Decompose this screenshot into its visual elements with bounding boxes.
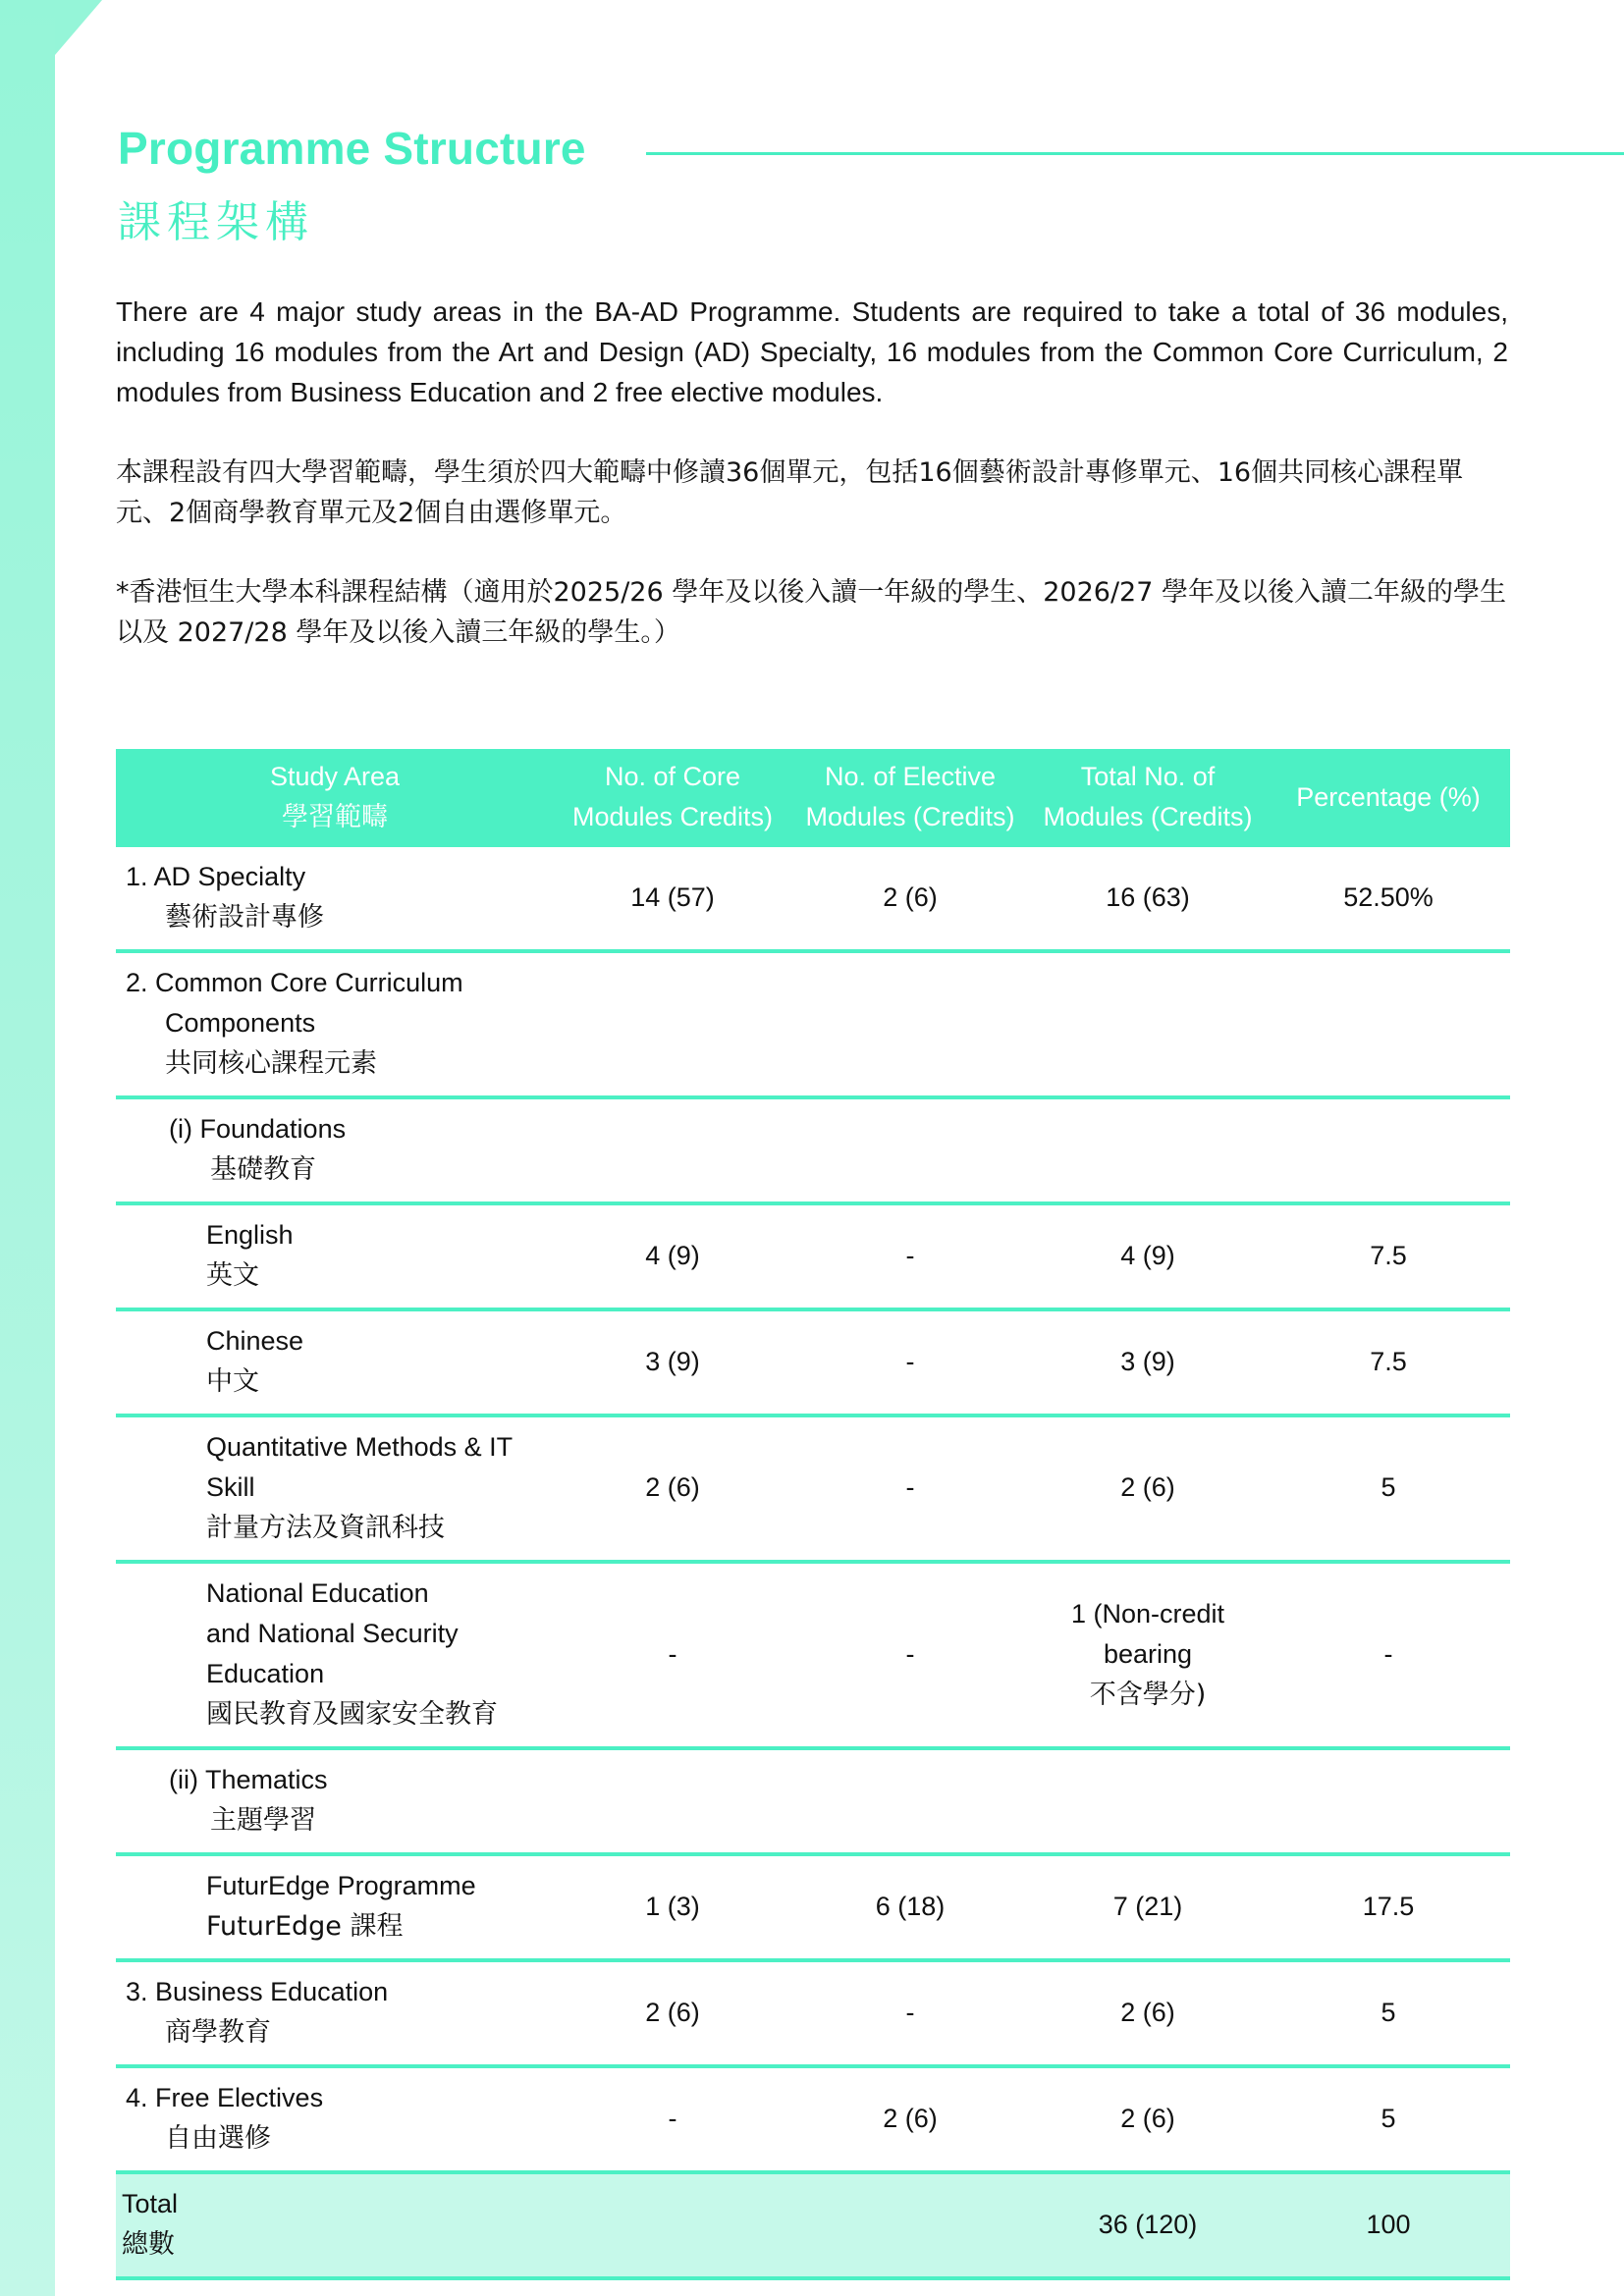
study-area-en: (i) Foundations: [169, 1114, 347, 1144]
study-area-en: English: [206, 1220, 294, 1250]
study-area-zh: 英文: [206, 1260, 259, 1291]
table-row: [116, 1097, 1510, 1203]
elective-cell: [791, 1748, 1029, 1854]
study-area-label: [120, 1760, 550, 1841]
study-area-cell: [116, 1309, 554, 1415]
study-area-label: [120, 1321, 550, 1402]
study-area-en: FuturEdge Programme: [206, 1871, 476, 1900]
elective-cell: [791, 1854, 1029, 1960]
total-label-en: Total: [122, 2189, 179, 2218]
study-area-label: [120, 1427, 550, 1548]
percentage-cell: [1267, 847, 1510, 951]
core-cell: [554, 1097, 791, 1203]
table-row: [116, 1203, 1510, 1309]
core-cell: [554, 1960, 791, 2066]
study-area-en: Chinese: [206, 1326, 304, 1356]
study-area-cell: [116, 1562, 554, 1748]
study-area-label: [120, 1215, 550, 1296]
study-area-zh: 基礎教育: [210, 1154, 316, 1185]
total-label-cell: [116, 2172, 554, 2278]
study-area-zh: 自由選修: [165, 2123, 271, 2154]
page-title-chinese: 課程架構: [118, 197, 314, 247]
study-area-cell: [116, 1854, 554, 1960]
elective-value: 2 (6): [883, 2103, 938, 2133]
core-cell: [554, 847, 791, 951]
total-percentage-cell: [1267, 2172, 1510, 2278]
programme-structure-table: [116, 749, 1510, 2280]
study-area-en: (ii) Thematics: [169, 1765, 328, 1794]
study-area-zh: 藝術設計專修: [165, 902, 324, 933]
percentage-cell: [1267, 1748, 1510, 1854]
core-value: 1 (3): [645, 1891, 700, 1921]
total-core-cell: [554, 2172, 791, 2278]
study-area-en-cont: Skill: [206, 1472, 255, 1502]
core-cell: [554, 1309, 791, 1415]
total-cell: [1029, 1415, 1267, 1562]
study-area-en: National Education: [206, 1578, 429, 1608]
decorative-corner-shape: [0, 0, 108, 59]
percentage-cell: [1267, 1203, 1510, 1309]
table-row: [116, 1415, 1510, 1562]
percentage-value: -: [1383, 1638, 1393, 1669]
percentage-value: 17.5: [1362, 1891, 1415, 1921]
header-percentage: Percentage (%): [1267, 749, 1510, 847]
total-value-cont: bearing: [1103, 1638, 1193, 1669]
elective-value: -: [905, 1472, 915, 1502]
elective-cell: [791, 1203, 1029, 1309]
table-row: [116, 1562, 1510, 1748]
study-area-cell: [116, 1748, 554, 1854]
elective-cell: [791, 951, 1029, 1097]
table-row: [116, 1309, 1510, 1415]
study-area-cell: [116, 2066, 554, 2172]
study-area-zh: 國民教育及國家安全教育: [206, 1699, 498, 1730]
percentage-value: 7.5: [1370, 1346, 1407, 1376]
elective-cell: [791, 1309, 1029, 1415]
elective-value: -: [905, 1997, 915, 2027]
core-value: -: [668, 2103, 677, 2133]
total-cell: [1029, 1309, 1267, 1415]
table-row: [116, 847, 1510, 951]
core-value: 2 (6): [645, 1472, 700, 1502]
study-area-en: 2. Common Core Curriculum: [126, 968, 463, 997]
total-cell: [1029, 2066, 1267, 2172]
total-total-value: 36 (120): [1098, 2209, 1198, 2239]
table-row: [116, 951, 1510, 1097]
elective-cell: [791, 1562, 1029, 1748]
total-value: 3 (9): [1120, 1346, 1175, 1376]
total-cell: [1029, 847, 1267, 951]
total-value: 2 (6): [1120, 1997, 1175, 2027]
percentage-value: 52.50%: [1343, 881, 1434, 912]
study-area-label: [120, 1574, 550, 1735]
study-area-label: [120, 1972, 550, 2053]
study-area-cell: [116, 1097, 554, 1203]
elective-cell: [791, 847, 1029, 951]
percentage-value: 7.5: [1370, 1240, 1407, 1270]
intro-paragraph-chinese: 本課程設有四大學習範疇，學生須於四大範疇中修讀36個單元，包括16個藝術設計專修單元、16個共同核心課程單元、2個商學教育單元及2個自由選修單元。: [116, 457, 1464, 528]
table-row: [116, 2066, 1510, 2172]
total-cell: [1029, 1854, 1267, 1960]
study-area-zh: 中文: [206, 1366, 259, 1397]
total-value: 2 (6): [1120, 1472, 1175, 1502]
total-label-zh: 總數: [122, 2229, 175, 2260]
study-area-zh: 主題學習: [210, 1805, 316, 1836]
total-cell: [1029, 1097, 1267, 1203]
title-divider: [646, 152, 1624, 155]
table-header-row: [116, 749, 1510, 847]
total-row: [116, 2172, 1510, 2278]
study-area-label: [120, 1109, 550, 1190]
core-cell: [554, 1854, 791, 1960]
core-value: 14 (57): [630, 881, 715, 912]
header-core-modules: No. of Core Modules Credits): [554, 749, 791, 847]
core-value: 4 (9): [645, 1240, 700, 1270]
study-area-label: [120, 963, 550, 1084]
study-area-cell: [116, 1203, 554, 1309]
core-value: 3 (9): [645, 1346, 700, 1376]
study-area-en: Quantitative Methods & IT: [206, 1432, 514, 1462]
total-value: 1 (Non-credit: [1070, 1598, 1225, 1629]
total-value: 7 (21): [1112, 1891, 1183, 1921]
total-value-cont: 不含學分): [1089, 1679, 1207, 1710]
study-area-en-cont: Education: [206, 1659, 325, 1688]
study-area-cell: [116, 951, 554, 1097]
core-cell: [554, 951, 791, 1097]
study-area-en: 3. Business Education: [126, 1977, 389, 2006]
percentage-value: 5: [1380, 1472, 1396, 1502]
study-area-cell: [116, 1415, 554, 1562]
total-cell: [1029, 1960, 1267, 2066]
percentage-cell: [1267, 1562, 1510, 1748]
core-value: 2 (6): [645, 1997, 700, 2027]
elective-cell: [791, 1960, 1029, 2066]
study-area-en-cont: Components: [165, 1008, 316, 1038]
total-cell: [1029, 951, 1267, 1097]
percentage-cell: [1267, 1960, 1510, 2066]
core-cell: [554, 1748, 791, 1854]
percentage-cell: [1267, 1854, 1510, 1960]
decorative-side-bar: [0, 0, 55, 2296]
total-value: 2 (6): [1120, 2103, 1175, 2133]
percentage-value: 5: [1380, 2103, 1396, 2133]
study-area-label: [120, 1866, 550, 1947]
percentage-cell: [1267, 2066, 1510, 2172]
header-study-area-zh: 學習範疇: [282, 802, 388, 832]
study-area-cell: [116, 847, 554, 951]
table-row: [116, 1748, 1510, 1854]
study-area-cell: [116, 1960, 554, 2066]
core-value: -: [668, 1638, 677, 1669]
percentage-cell: [1267, 951, 1510, 1097]
elective-cell: [791, 2066, 1029, 2172]
intro-paragraph-english: There are 4 major study areas in the BA-AD Programme. Students are required to take a total of 36 modules, including 16 modules from the Art and Design (AD) Specialty, 16 modules from the Common Core Curriculum, 2 modules from Business Education and 2 free elective modules.: [116, 296, 1508, 407]
elective-value: 6 (18): [875, 1891, 946, 1921]
table-row: [116, 1854, 1510, 1960]
total-total-cell: [1029, 2172, 1267, 2278]
header-study-area: [116, 749, 554, 847]
header-total-modules: Total No. of Modules (Credits): [1029, 749, 1267, 847]
study-area-label: [120, 857, 550, 937]
elective-value: -: [905, 1638, 915, 1669]
core-cell: [554, 1203, 791, 1309]
study-area-label: [120, 2078, 550, 2159]
total-cell: [1029, 1562, 1267, 1748]
percentage-cell: [1267, 1097, 1510, 1203]
percentage-value: 5: [1380, 1997, 1396, 2027]
page-title: Programme Structure: [118, 123, 586, 174]
header-elective-modules: No. of Elective Modules (Credits): [791, 749, 1029, 847]
core-cell: [554, 1415, 791, 1562]
percentage-cell: [1267, 1309, 1510, 1415]
total-value: 4 (9): [1120, 1240, 1175, 1270]
total-elective-cell: [791, 2172, 1029, 2278]
study-area-zh: 共同核心課程元素: [165, 1048, 377, 1079]
total-value: 16 (63): [1106, 881, 1190, 912]
elective-value: 2 (6): [883, 881, 938, 912]
percentage-cell: [1267, 1415, 1510, 1562]
header-study-area-en: Study Area: [269, 762, 401, 791]
footnote-chinese: *香港恒生大學本科課程結構（適用於2025/26 學年及以後入讀一年級的學生、2026/27 學年及以後入讀二年級的學生以及 2027/28 學年及以後入讀三年級的學生。）: [116, 577, 1506, 648]
table-row: [116, 1960, 1510, 2066]
study-area-en-cont: and National Security: [206, 1619, 459, 1648]
elective-value: -: [905, 1346, 915, 1376]
study-area-zh: 計量方法及資訊科技: [206, 1513, 445, 1543]
study-area-en: 4. Free Electives: [126, 2083, 324, 2112]
elective-cell: [791, 1097, 1029, 1203]
core-cell: [554, 2066, 791, 2172]
study-area-en: 1. AD Specialty: [126, 862, 306, 891]
elective-value: -: [905, 1240, 915, 1270]
core-cell: [554, 1562, 791, 1748]
total-cell: [1029, 1748, 1267, 1854]
total-cell: [1029, 1203, 1267, 1309]
total-percentage-value: 100: [1366, 2209, 1411, 2239]
study-area-zh: FuturEdge 課程: [206, 1911, 404, 1942]
study-area-zh: 商學教育: [165, 2017, 271, 2048]
elective-cell: [791, 1415, 1029, 1562]
